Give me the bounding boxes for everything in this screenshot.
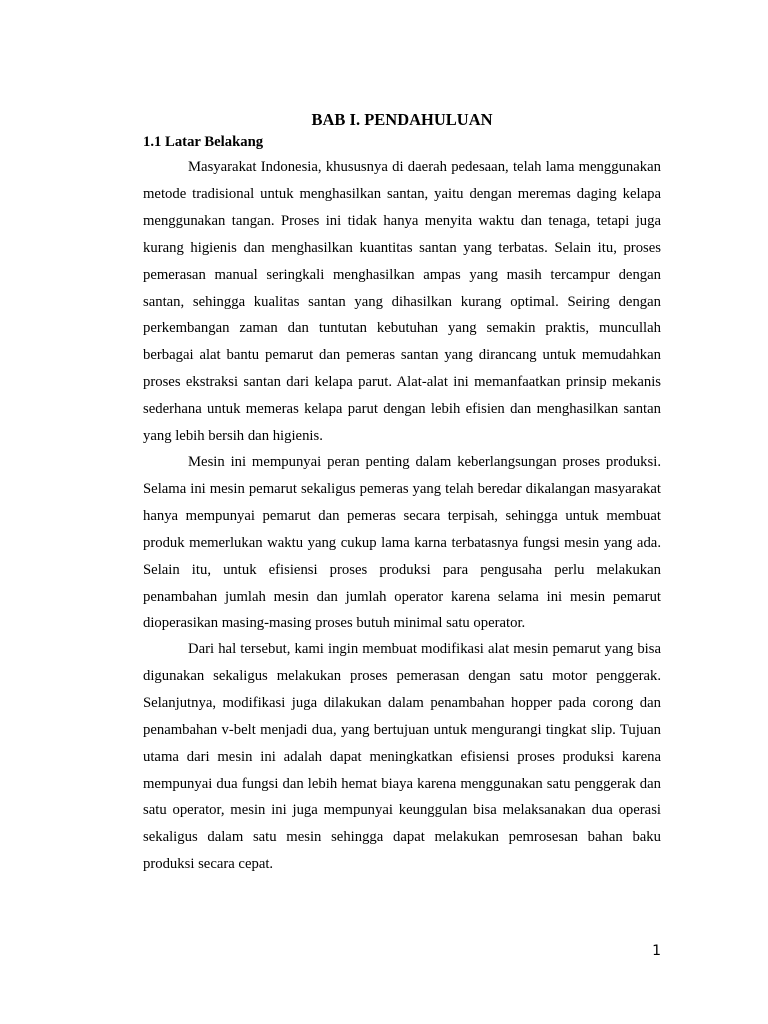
section-heading: 1.1 Latar Belakang [143,134,264,150]
paragraph-3: Dari hal tersebut, kami ingin membuat modifikasi alat mesin pemarut yang bisa digunakan sekaligus melakukan proses pemerasan dengan satu motor penggerak. Selanjutnya, modifikasi juga dilakukan dalam penambahan hopper pada corong dan penambahan v-belt menjadi dua, yang bertujuan untuk mengurangi tingkat slip. Tujuan utama dari mesin ini adalah dapat meningkatkan efisiensi proses produksi karena mempunyai dua fungsi dan lebih hemat biaya karena menggunakan satu penggerak dan satu operator, mesin ini juga mempunyai keunggulan bisa melaksanakan dua operasi sekaligus dalam satu mesin sehingga dapat melakukan pemrosesan bahan baku produksi secara cepat. [143,641,661,873]
paragraph-2: Mesin ini mempunyai peran penting dalam keberlangsungan proses produksi. Selama ini mesin pemarut sekaligus pemeras yang telah beredar dikalangan masyarakat hanya mempunyai pemarut dan pemeras secara terpisah, sehingga untuk membuat produk memerlukan waktu yang cukup lama karna terbatasnya fungsi mesin yang ada. Selain itu, untuk efisiensi proses produksi para pengusaha perlu melakukan penambahan jumlah mesin dan jumlah operator karena selama ini mesin pemarut dioperasikan masing-masing proses butuh minimal satu operator. [143,454,661,632]
paragraph-1: Masyarakat Indonesia, khususnya di daerah pedesaan, telah lama menggunakan metode tradisional untuk menghasilkan santan, yaitu dengan meremas daging kelapa menggunakan tangan. Proses ini tidak hanya menyita waktu dan tenaga, tetapi juga kurang higienis dan menghasilkan kuantitas santan yang terbatas. Selain itu, proses pemerasan manual seringkali menghasilkan ampas yang masih tercampur dengan santan, sehingga kualitas santan yang dihasilkan kurang optimal. Seiring dengan perkembangan zaman dan tuntutan kebutuhan yang semakin praktis, muncullah berbagai alat bantu pemarut dan pemeras santan yang dirancang untuk memudahkan proses ekstraksi santan dari kelapa parut. Alat-alat ini memanfaatkan prinsip mekanis sederhana untuk memeras kelapa parut dengan lebih efisien dan menghasilkan santan yang lebih bersih dan higienis. [143,159,661,445]
chapter-title: BAB I. PENDAHULUAN [311,110,493,129]
page-number: 1 [652,943,661,959]
